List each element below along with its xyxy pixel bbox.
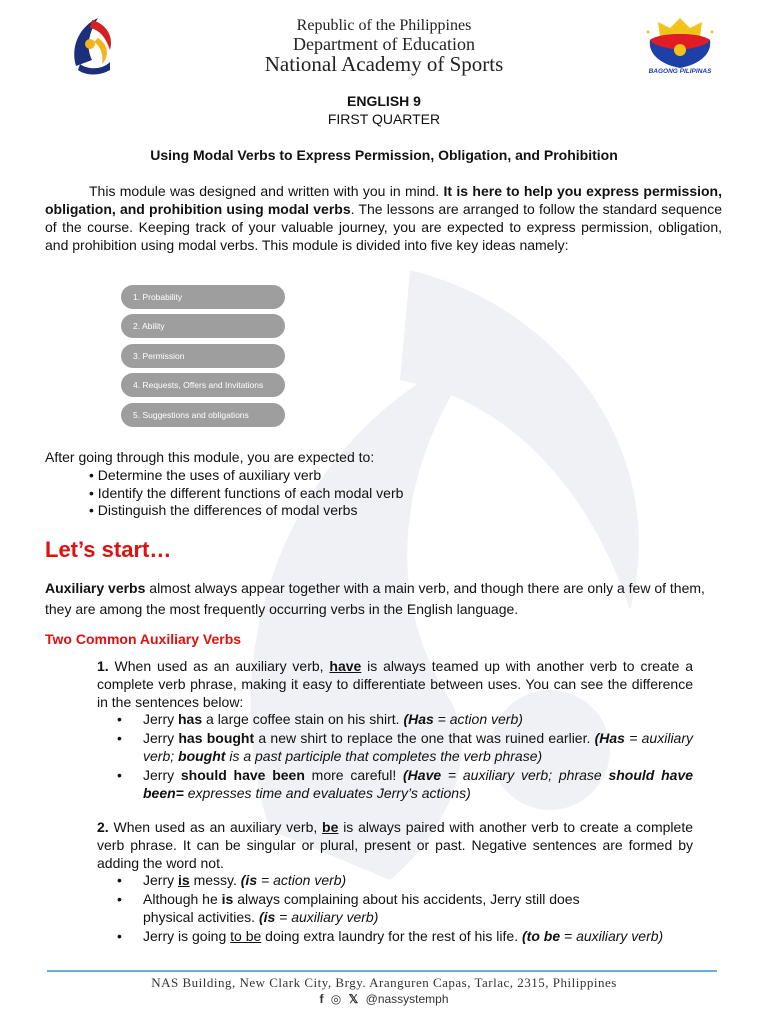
subject-title: ENGLISH 9: [347, 93, 421, 109]
footer-address: NAS Building, New Clark City, Brgy. Aranguren Capas, Tarlac, 2315, Philippines: [151, 975, 617, 990]
instagram-icon[interactable]: ◎: [330, 992, 342, 1006]
key-idea-pill: 1. Probability: [121, 285, 285, 309]
objective-item: • Distinguish the differences of modal verbs: [89, 502, 358, 518]
objectives-lead: After going through this module, you are expected to:: [45, 449, 375, 465]
quarter-title: FIRST QUARTER: [327, 111, 441, 127]
bagong-pilipinas-logo: [640, 12, 720, 80]
x-icon[interactable]: 𝕏: [348, 992, 359, 1006]
intro-paragraph: This module was designed and written with you in mind. It is here to help you express permission, obligation, and prohibition using modal verbs. The lessons are arranged to follow the standard sequence of the course. Keeping track of your valuable journey, you are expected to express permission, obligation, and prohibition using modal verbs. This module is divided into five key ideas namely:: [45, 183, 722, 253]
section-heading: Two Common Auxiliary Verbs: [45, 631, 242, 647]
key-idea-pill: 4. Requests, Offers and Invitations: [121, 373, 285, 397]
key-idea-pill: 5. Suggestions and obligations: [121, 403, 285, 427]
lets-start-heading: Let’s start…: [45, 537, 172, 562]
header-republic: Republic of the Philippines: [296, 17, 472, 34]
key-idea-pill: 3. Permission: [121, 344, 285, 368]
bagong-pilipinas-text: BAGONG PILIPINAS: [648, 68, 712, 75]
header-department: Department of Education: [293, 34, 475, 54]
objective-item: • Identify the different functions of each modal verb: [89, 485, 404, 501]
have-paragraph: 1. When used as an auxiliary verb, have is always teamed up with another verb to create a complete verb phrase, making it easy to differentiate between uses. You can see the difference in the sentences below:: [97, 658, 693, 710]
key-idea-pill: 2. Ability: [121, 314, 285, 338]
objective-item: • Determine the uses of auxiliary verb: [89, 467, 322, 483]
module-page: Republic of the Philippines Department of Education National Academy of Sports BAGONG PILIPINAS ENGLISH 9 FIRST QUARTER Using Modal Verbs to Express Permission, Obligation, and Prohibition This module was designed and written with you in mind. It is here to help you express permission, obligation, and prohibition using modal verbs. The lessons are arranged to follow the standard sequence of the course. Keeping track of your valuable journey, you are expected to express permission, obligation, and prohibition using modal verbs. This module is divided into five key ideas namely: 1. Probability 2. Ability 3. Permission 4. Requests, Offers and Invitations 5. Suggestions and obligations After going through this module, you are expected to: • Determine the uses of auxiliary verb • Identify the different functions of each modal verb • Distinguish the differences of modal verbs Let’s start… Auxiliary verbs almost always appear together with a main verb, and though there are only a few of them, they are among the most frequently occurring verbs in the English language. Two Common Auxiliary Verbs 1. When used as an auxiliary verb, have is always teamed up with another verb to create a complete verb phrase, making it easy to differentiate between uses. You can see the difference in the sentences below: • Jerry has a large coffee stain on his shirt. (Has = action verb) • Jerry has bought a new shirt to replace the one that was ruined earlier. (Has = auxiliary verb; bought is a past participle that completes the verb phrase) • Jerry should have been more careful! (Have = auxiliary verb; phrase should have been= expresses time and evaluates Jerry’s actions) 2. When used as an auxiliary verb, be is always paired with another verb to create a complete verb phrase. It can be singular or plural, present or past. Negative sentences are formed by adding the word not. • Jerry is messy. (is = action verb) • Although he is always complaining about his accidents, Jerry still does physical activities. (is = auxiliary verb) • Jerry is going to be doing extra laundry for the rest of his life. (to be = auxiliary verb) NAS Building, New Clark City, Brgy. Aranguren Capas, Tarlac, 2315, Philippines f ◎ 𝕏 @nassystemph: [0, 0, 768, 1024]
lesson-title: Using Modal Verbs to Express Permission, Obligation, and Prohibition: [150, 147, 618, 163]
footer-divider: [47, 970, 717, 972]
social-handle[interactable]: @nassystemph: [365, 992, 449, 1006]
footer-social: [0, 992, 768, 1006]
be-paragraph: 2. When used as an auxiliary verb, be is always paired with another verb to create a complete verb phrase. It can be singular or plural, present or past. Negative sentences are formed by adding the word not.: [97, 819, 693, 871]
header-academy: National Academy of Sports: [264, 52, 504, 76]
auxiliary-paragraph: Auxiliary verbs almost always appear together with a main verb, and though there are only a few of them, they are among the most frequently occurring verbs in the English language.: [45, 580, 705, 617]
facebook-icon[interactable]: f: [319, 992, 324, 1006]
